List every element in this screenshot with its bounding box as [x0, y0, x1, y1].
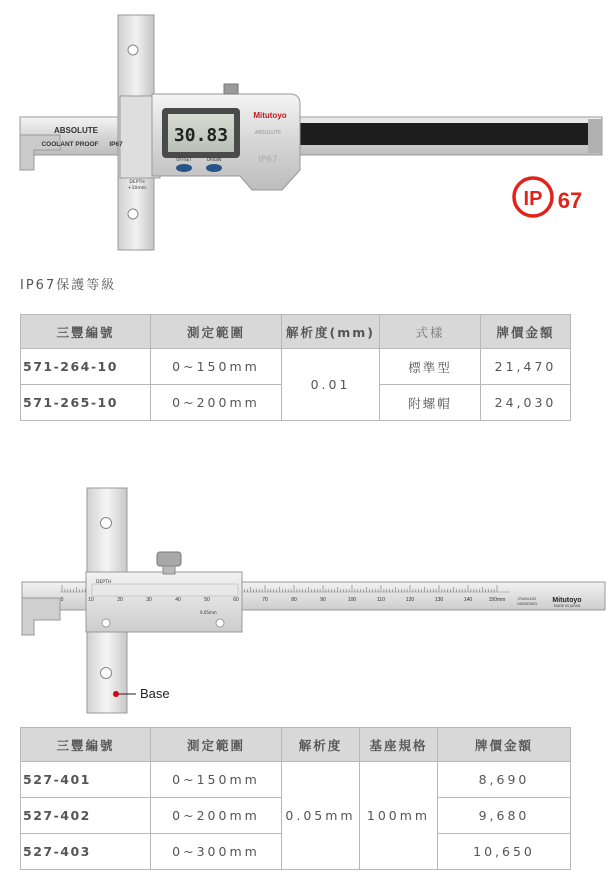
model-number: 527-403 — [21, 834, 151, 870]
header-price: 牌價金額 — [481, 315, 571, 349]
price-value: 8,690 — [438, 762, 571, 798]
scale-number: 130 — [434, 597, 444, 603]
vernier-gauge-spec-table — [20, 727, 571, 870]
price-value: 9,680 — [438, 798, 571, 834]
scale-number: 40 — [175, 597, 181, 603]
svg-text:ORIGIN: ORIGIN — [206, 157, 222, 162]
base-marker-dot — [113, 691, 119, 697]
digital-gauge-spec-table — [20, 314, 571, 421]
svg-text:DEPTH: DEPTH — [129, 180, 145, 185]
measuring-range: 0~150mm — [151, 762, 282, 798]
measuring-range: 0~150mm — [151, 349, 282, 385]
measuring-range: 0~300mm — [151, 834, 282, 870]
model-number: 571-264-10 — [21, 349, 151, 385]
table-row — [21, 762, 571, 798]
base-spec-value: 100mm — [360, 762, 438, 870]
svg-text:+10mm: +10mm — [127, 186, 147, 191]
scale-number: 140 — [463, 597, 473, 603]
header-style: 式樣 — [380, 315, 481, 349]
svg-text:67: 67 — [557, 188, 583, 213]
style-value: 標準型 — [380, 349, 481, 385]
svg-text:OFFSET: OFFSET — [176, 157, 192, 162]
svg-text:HARDENED: HARDENED — [517, 602, 537, 606]
scale-number: 90 — [320, 597, 326, 603]
style-value: 附螺帽 — [380, 385, 481, 421]
table-header-row — [21, 728, 571, 762]
brand-logo: Mitutoyo — [552, 597, 582, 604]
svg-text:IP67: IP67 — [258, 155, 278, 165]
base-label: Base — [140, 686, 170, 701]
scale-number: 80 — [291, 597, 297, 603]
scale-number: 30 — [146, 597, 152, 603]
resolution-value: 0.05mm — [282, 762, 360, 870]
table-header-row — [21, 315, 571, 349]
scale-number: 100 — [347, 597, 357, 603]
header-model: 三豐編號 — [21, 728, 151, 762]
scale-number: 20 — [117, 597, 123, 603]
price-value: 10,650 — [438, 834, 571, 870]
brand-logo: Mitutoyo — [253, 111, 287, 120]
header-base-spec: 基座規格 — [360, 728, 438, 762]
svg-text:COOLANT PROOF: COOLANT PROOF — [41, 141, 99, 148]
header-range: 測定範圍 — [151, 728, 282, 762]
measuring-range: 0~200mm — [151, 385, 282, 421]
price-value: 21,470 — [481, 349, 571, 385]
svg-text:DEPTH: DEPTH — [96, 580, 112, 585]
svg-text:IP67: IP67 — [109, 141, 123, 148]
svg-text:ABSOLUTE: ABSOLUTE — [254, 130, 282, 136]
ip67-caption: IP67保護等級 — [20, 278, 117, 293]
digital-depth-gauge-illustration — [0, 0, 609, 255]
resolution-value: 0.01 — [282, 349, 380, 421]
svg-text:STAINLESS: STAINLESS — [517, 597, 537, 601]
header-model: 三豐編號 — [21, 315, 151, 349]
vernier-depth-gauge-illustration — [0, 480, 609, 720]
svg-text:ABSOLUTE: ABSOLUTE — [54, 126, 98, 135]
scale-number: 120 — [405, 597, 415, 603]
scale-number: 150mm — [488, 597, 506, 603]
model-number: 571-265-10 — [21, 385, 151, 421]
scale-number: 60 — [233, 597, 239, 603]
ip67-badge — [514, 178, 582, 216]
header-resolution: 解析度(mm) — [282, 315, 380, 349]
scale-number: 110 — [377, 597, 385, 603]
svg-text:MADE IN JAPAN: MADE IN JAPAN — [553, 604, 581, 608]
model-number: 527-402 — [21, 798, 151, 834]
header-range: 測定範圍 — [151, 315, 282, 349]
model-number: 527-401 — [21, 762, 151, 798]
measuring-range: 0~200mm — [151, 798, 282, 834]
header-resolution: 解析度 — [282, 728, 360, 762]
price-value: 24,030 — [481, 385, 571, 421]
scale-number: 70 — [262, 597, 268, 603]
scale-number: 10 — [88, 597, 94, 603]
table-row — [21, 349, 571, 385]
scale-number: 0 — [60, 597, 64, 603]
header-price: 牌價金額 — [438, 728, 571, 762]
svg-text:0.05mm: 0.05mm — [200, 610, 217, 615]
svg-text:IP: IP — [523, 188, 543, 210]
scale-number: 50 — [204, 597, 210, 603]
lcd-reading: 30.83 — [173, 125, 229, 146]
